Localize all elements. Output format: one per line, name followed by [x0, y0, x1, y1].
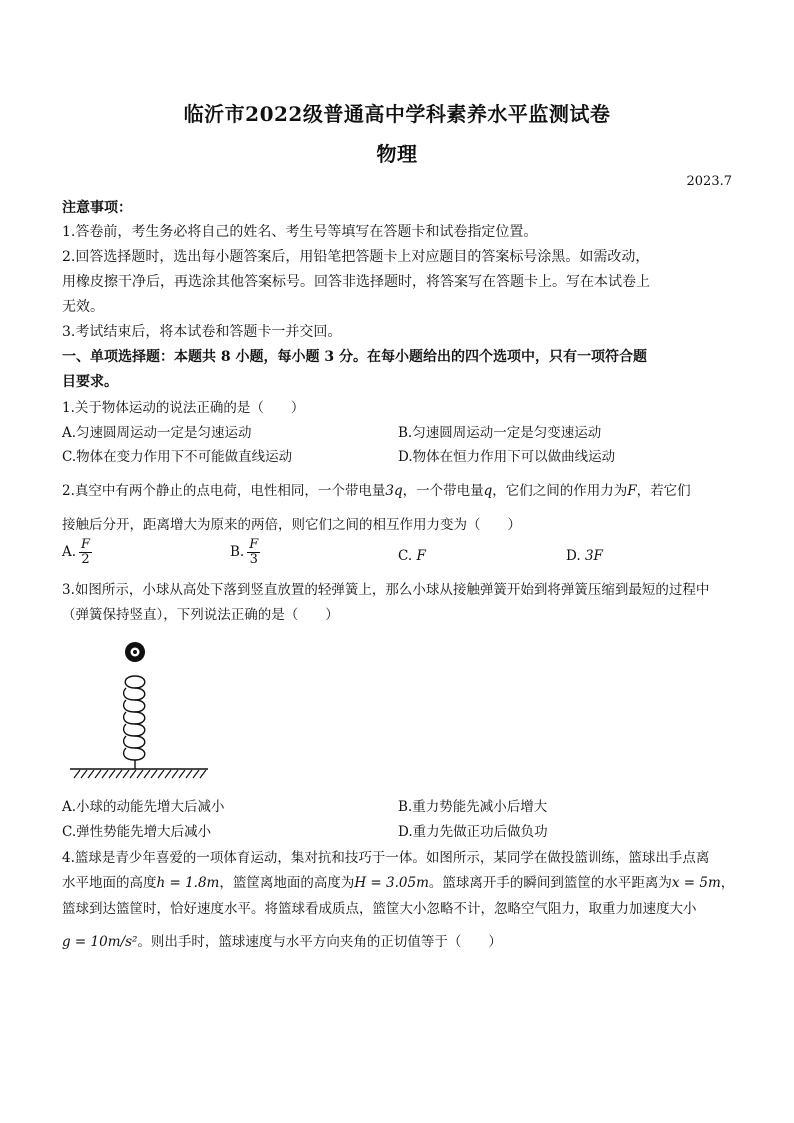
q4-h-value: h = 1.8m: [156, 875, 220, 891]
note-3: 3.考试结束后，将本试卷和答题卡一并交回。: [62, 324, 342, 340]
q2-option-d: [566, 545, 603, 567]
q2-option-b-fraction: [247, 538, 260, 567]
q4-line-2-a: 水平地面的高度: [62, 875, 157, 891]
section-heading-cont: 目要求。: [62, 374, 118, 390]
q2-stem: [62, 479, 742, 503]
q4-g-value: g = 10m/s²: [62, 934, 138, 950]
q3-option-a: A.小球的动能先增大后减小: [62, 799, 225, 815]
q3-option-b: B.重力势能先减小后增大: [398, 799, 548, 815]
q2-charge-3q: 3q: [385, 483, 403, 499]
q4-line-2: [62, 871, 742, 895]
exam-title: 临沂市2022级普通高中学科素养水平监测试卷: [183, 102, 611, 126]
q3-stem-2: （弹簧保持竖直），下列说法正确的是（ ）: [62, 607, 339, 623]
q4-line-3: 篮球到达篮筐时，恰好速度水平。将篮球看成质点，篮筐大小忽略不计，忽略空气阻力，取重力加速度大小: [62, 901, 697, 917]
q2-option-c-value: F: [416, 548, 426, 564]
q2-option-b-den: 3: [249, 552, 258, 567]
exam-subject: 物理: [376, 142, 418, 166]
q3-option-d: D.重力先做正功后做负功: [398, 824, 548, 840]
q1-option-b: B.匀速圆周运动一定是匀变速运动: [398, 425, 602, 441]
note-2-end: 无效。: [62, 299, 104, 315]
q2-option-c-label: C.: [398, 548, 413, 564]
q4-H-value: H = 3.05m: [354, 875, 429, 891]
q2-stem-a: 2.真空中有两个静止的点电荷，电性相同，一个带电量: [62, 483, 386, 499]
q2-stem-c: ，它们之间的作用力为: [492, 483, 628, 499]
exam-date: 2023.7: [686, 174, 732, 189]
q2-stem-2: 接触后分开，距离增大为原来的两倍，则它们之间的相互作用力变为（ ）: [62, 517, 521, 533]
q4-line-4: [62, 930, 742, 954]
q2-option-a-den: 2: [81, 552, 90, 567]
q2-option-d-label: D.: [566, 548, 581, 564]
q1-stem: 1.关于物体运动的说法正确的是（ ）: [62, 400, 305, 416]
q2-option-b-label: B.: [230, 544, 245, 560]
ball-icon: [125, 642, 145, 662]
q2-option-b-num: F: [249, 537, 259, 552]
note-2: 2.回答选择题时，选出每小题答案后，用铅笔把答题卡上对应题目的答案标号涂黑。如需改动，: [62, 249, 650, 265]
note-2-cont: 用橡皮擦干净后，再选涂其他答案标号。回答非选择题时，将答案写在答题卡上。写在本试卷上: [62, 274, 650, 290]
q4-line-2-c: 。篮球离开手的瞬间到篮筐的水平距离为: [428, 875, 672, 891]
q4-line-4-text: 。则出手时，篮球速度与水平方向夹角的正切值等于（ ）: [137, 934, 502, 950]
q2-stem-d: ，若它们: [636, 483, 691, 499]
notes-heading: 注意事项：: [62, 200, 132, 216]
q4-line-2-b: ，篮筐离地面的高度为: [219, 875, 355, 891]
ground-icon: [70, 769, 208, 778]
q2-option-a-num: F: [81, 537, 91, 552]
q2-stem-b: ，一个带电量: [402, 483, 484, 499]
q2-option-d-value: 3F: [584, 548, 603, 564]
q1-option-d: D.物体在恒力作用下可以做曲线运动: [398, 449, 616, 465]
q1-option-a: A.匀速圆周运动一定是匀速运动: [62, 425, 252, 441]
q2-option-b: [230, 538, 260, 567]
q1-option-c: C.物体在变力作用下不可能做直线运动: [62, 449, 293, 465]
q2-force-f: F: [627, 483, 637, 499]
section-heading: 一、单项选择题：本题共 8 小题，每小题 3 分。在每小题给出的四个选项中，只有一项符合题: [62, 349, 647, 365]
q4-line-2-d: ，: [720, 875, 735, 891]
q3-option-c: C.弹性势能先增大后减小: [62, 824, 212, 840]
q4-x-value: x = 5m: [671, 875, 721, 891]
spring-icon: [124, 676, 145, 769]
q4-line-1: 4.篮球是青少年喜爱的一项体育运动，集对抗和技巧于一体。如图所示，某同学在做投篮训练，篮球出手点离: [62, 850, 710, 866]
q2-option-c: [398, 545, 426, 567]
q2-option-a: [62, 538, 92, 567]
q2-option-a-label: A.: [62, 544, 77, 560]
spring-ball-diagram: [60, 632, 210, 782]
q2-option-a-fraction: [79, 538, 92, 567]
note-1: 1.答卷前，考生务必将自己的姓名、考生号等填写在答题卡和试卷指定位置。: [62, 224, 538, 240]
q3-stem: 3.如图所示，小球从高处下落到竖直放置的轻弹簧上，那么小球从接触弹簧开始到将弹簧压缩到最短的过程中: [62, 582, 710, 598]
q2-charge-q: q: [483, 483, 493, 499]
